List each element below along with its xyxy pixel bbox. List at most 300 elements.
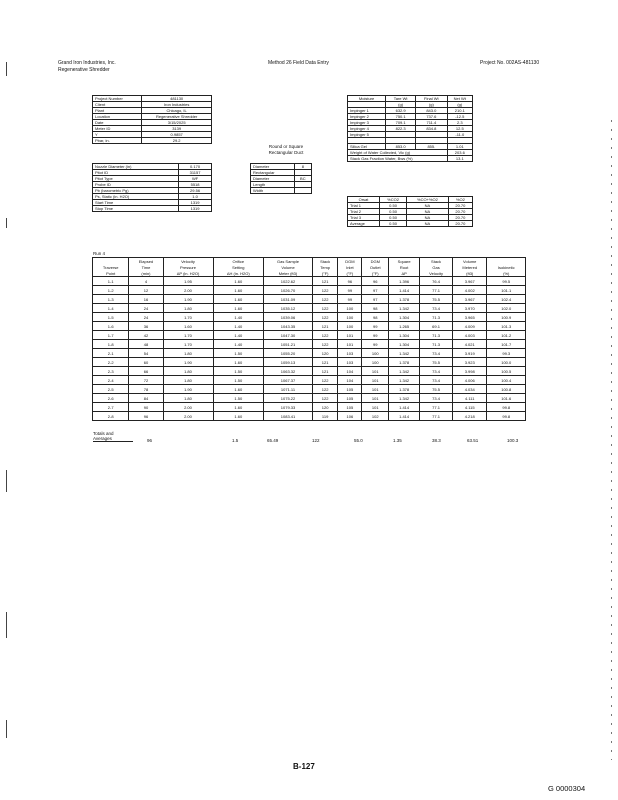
moisture-cell: 853.0 bbox=[386, 144, 416, 150]
run-cell: 1059.13 bbox=[264, 358, 313, 367]
run-cell: 1055.20 bbox=[264, 349, 313, 358]
field-value: Iron Industries bbox=[142, 102, 212, 108]
moisture-cell: Impinger 2 bbox=[348, 114, 386, 120]
run-header-cell: Outlet bbox=[362, 264, 389, 270]
run-cell: 3.967 bbox=[452, 277, 487, 286]
moisture-cell: 843.0 bbox=[416, 108, 447, 114]
run-header-cell: Meter (ft3) bbox=[264, 270, 313, 277]
field-label: Diameter bbox=[251, 176, 295, 182]
run-cell: 24 bbox=[129, 313, 163, 322]
field-label: Pb (barometric Pg) bbox=[93, 188, 179, 194]
orsat-cell: 20.70 bbox=[448, 209, 472, 215]
run-cell: 1.60 bbox=[213, 412, 264, 421]
moisture-header: Net Wt bbox=[447, 96, 472, 102]
field-value: Chicago, IL bbox=[142, 108, 212, 114]
moisture-cell: 2.3 bbox=[447, 120, 472, 126]
run-cell: 121 bbox=[312, 367, 337, 376]
run-cell: 4.111 bbox=[452, 394, 487, 403]
orsat-cell: 20.70 bbox=[448, 203, 472, 209]
table-row bbox=[93, 331, 526, 340]
stack-dimensions-table bbox=[250, 163, 312, 194]
run-cell: 1.80 bbox=[163, 367, 213, 376]
table-row bbox=[93, 358, 526, 367]
run-header-cell: Traverse bbox=[93, 264, 129, 270]
table-row bbox=[93, 367, 526, 376]
run-header-cell: Isokinetic bbox=[487, 264, 526, 270]
orsat-cell: NA bbox=[407, 221, 449, 227]
run-cell: 1-2 bbox=[93, 286, 129, 295]
field-value: 1.0 bbox=[179, 194, 212, 200]
table-row bbox=[93, 295, 526, 304]
run-cell: 1026.70 bbox=[264, 286, 313, 295]
run-cell: 1.40 bbox=[213, 313, 264, 322]
orsat-cell: 20.70 bbox=[448, 221, 472, 227]
moisture-cell: 632.9 bbox=[386, 108, 416, 114]
sample-table bbox=[92, 163, 212, 212]
run-cell: 1.80 bbox=[163, 376, 213, 385]
run-cell: 101.2 bbox=[487, 331, 526, 340]
field-label: Nozzle Diameter (in) bbox=[93, 164, 179, 170]
run-cell: 1.304 bbox=[389, 340, 420, 349]
orsat-header: %O2 bbox=[448, 197, 472, 203]
field-label: Width bbox=[251, 188, 295, 194]
run-cell: 2-2 bbox=[93, 358, 129, 367]
run-cell: 1.396 bbox=[389, 277, 420, 286]
moisture-cell: 1.01 bbox=[447, 144, 472, 150]
table-row bbox=[93, 277, 526, 286]
run-cell: 78 bbox=[129, 385, 163, 394]
run-cell: 69.1 bbox=[420, 322, 453, 331]
run-cell: 1071.11 bbox=[264, 385, 313, 394]
run-cell: 1.90 bbox=[163, 358, 213, 367]
run-cell: 122 bbox=[312, 340, 337, 349]
total-value: 63.51 bbox=[467, 438, 479, 443]
run-header-cell: ΔH (in. H2O) bbox=[213, 270, 264, 277]
field-label: Start Time bbox=[93, 200, 179, 206]
orsat-cell: Average bbox=[348, 221, 380, 227]
run-cell: 99.8 bbox=[487, 412, 526, 421]
run-cell: 1035.12 bbox=[264, 304, 313, 313]
moisture-header: Final Wt bbox=[416, 96, 447, 102]
run-cell: 1079.33 bbox=[264, 403, 313, 412]
run-cell: 2.00 bbox=[163, 412, 213, 421]
run-cell: 1-5 bbox=[93, 313, 129, 322]
run-header-cell: Velocity bbox=[420, 270, 453, 277]
run-header-cell: ΔP (in. H2O) bbox=[163, 270, 213, 277]
run-header-cell: Setting bbox=[213, 264, 264, 270]
orsat-row bbox=[348, 221, 473, 227]
moisture-cell: Impinger 3 bbox=[348, 120, 386, 126]
orsat-table bbox=[347, 196, 473, 227]
run-cell: 99 bbox=[362, 331, 389, 340]
stack-note-line1: Round or Square bbox=[268, 144, 304, 149]
run-cell: 1-3 bbox=[93, 295, 129, 304]
field-label: Plant bbox=[93, 108, 142, 114]
run-cell: 3.967 bbox=[452, 295, 487, 304]
moisture-cell: 855. bbox=[416, 144, 447, 150]
run-cell: 120 bbox=[312, 349, 337, 358]
run-cell: 2-7 bbox=[93, 403, 129, 412]
run-cell: 100 bbox=[338, 304, 362, 313]
moisture-cell: 711.4 bbox=[416, 120, 447, 126]
orsat-header: %CO2 bbox=[380, 197, 407, 203]
run-cell: 77.1 bbox=[420, 403, 453, 412]
run-cell: 1039.06 bbox=[264, 313, 313, 322]
info-row bbox=[93, 138, 212, 144]
run-cell: 73.4 bbox=[420, 394, 453, 403]
scan-edge bbox=[611, 120, 612, 760]
field-label: Client bbox=[93, 102, 142, 108]
field-label: Y bbox=[93, 132, 142, 138]
run-cell: 1.80 bbox=[163, 349, 213, 358]
run-cell: 2-1 bbox=[93, 349, 129, 358]
run-cell: 106 bbox=[338, 412, 362, 421]
run-cell: 100.9 bbox=[487, 313, 526, 322]
scan-mark bbox=[6, 720, 7, 738]
run-cell: 101.6 bbox=[487, 394, 526, 403]
run-header-cell: Pressure bbox=[163, 264, 213, 270]
run-cell: 73.4 bbox=[420, 304, 453, 313]
run-cell: 4.002 bbox=[452, 286, 487, 295]
run-label: Run 4 bbox=[93, 251, 106, 256]
run-header-cell: (°F) bbox=[362, 270, 389, 277]
field-label: Stop Time bbox=[93, 206, 179, 212]
run-cell: 96 bbox=[362, 277, 389, 286]
run-cell: 4.006 bbox=[452, 376, 487, 385]
run-cell: 1.60 bbox=[213, 295, 264, 304]
run-cell: 122 bbox=[312, 313, 337, 322]
run-cell: 104 bbox=[338, 376, 362, 385]
run-cell: 16 bbox=[129, 295, 163, 304]
run-cell: 1063.32 bbox=[264, 367, 313, 376]
moisture-cell: Impinger 5 bbox=[348, 132, 386, 138]
run-cell: 105 bbox=[338, 385, 362, 394]
table-row bbox=[93, 349, 526, 358]
run-cell: 1.60 bbox=[163, 322, 213, 331]
run-cell: 3.970 bbox=[452, 304, 487, 313]
moisture-cell: -11.0 bbox=[447, 132, 472, 138]
run-cell: 2-6 bbox=[93, 394, 129, 403]
total-value: 1.35 bbox=[393, 438, 402, 443]
moisture-cell: Impinger 1 bbox=[348, 108, 386, 114]
run-header-cell: Stack bbox=[420, 258, 453, 265]
run-cell: 100.4 bbox=[487, 376, 526, 385]
run-cell: 1.70 bbox=[163, 331, 213, 340]
orsat-cell: NA bbox=[407, 209, 449, 215]
unit-name: Regenerative Shredder bbox=[58, 67, 110, 73]
run-header-cell: Inlet bbox=[338, 264, 362, 270]
run-cell: 1.40 bbox=[213, 340, 264, 349]
field-label: Rectangular bbox=[251, 170, 295, 176]
run-cell: 48 bbox=[129, 340, 163, 349]
run-cell: 100 bbox=[362, 349, 389, 358]
moisture-cell: Impinger 4 bbox=[348, 126, 386, 132]
moisture-table bbox=[347, 95, 473, 162]
run-cell: 1.414 bbox=[389, 286, 420, 295]
run-cell: 122 bbox=[312, 295, 337, 304]
orsat-cell: 0.50 bbox=[380, 221, 407, 227]
stack-note-line2: Rectangular Duct bbox=[268, 150, 304, 155]
run-cell: 120 bbox=[312, 403, 337, 412]
run-header-cell: (%) bbox=[487, 270, 526, 277]
run-cell: 101 bbox=[362, 394, 389, 403]
run-cell: 100 bbox=[338, 322, 362, 331]
moisture-cell: 822.3 bbox=[386, 126, 416, 132]
moisture-header: (g) bbox=[447, 102, 472, 108]
run-cell: 100.0 bbox=[487, 358, 526, 367]
run-cell: 101.3 bbox=[487, 322, 526, 331]
page-number: B-127 bbox=[293, 762, 315, 771]
run-cell: 1051.21 bbox=[264, 340, 313, 349]
totals-label: Totals and Averages bbox=[93, 431, 133, 442]
run-cell: 1-8 bbox=[93, 340, 129, 349]
run-cell: 101 bbox=[362, 403, 389, 412]
run-cell: 105 bbox=[338, 394, 362, 403]
orsat-cell: Trial 3 bbox=[348, 215, 380, 221]
run-header-cell: Stack bbox=[312, 258, 337, 265]
run-header-cell: Metered bbox=[452, 264, 487, 270]
run-cell: 77.1 bbox=[420, 286, 453, 295]
run-cell: 3.923 bbox=[452, 358, 487, 367]
run-cell: 101 bbox=[362, 376, 389, 385]
run-cell: 1.60 bbox=[213, 286, 264, 295]
run-cell: 42 bbox=[129, 331, 163, 340]
field-value: WF bbox=[179, 176, 212, 182]
run-cell: 1.342 bbox=[389, 376, 420, 385]
field-value: 5518 bbox=[179, 182, 212, 188]
table-row bbox=[93, 376, 526, 385]
run-cell: 122 bbox=[312, 304, 337, 313]
run-cell: 1031.09 bbox=[264, 295, 313, 304]
orsat-header: Orsat bbox=[348, 197, 380, 203]
run-cell: 1.90 bbox=[163, 385, 213, 394]
run-cell: 1.342 bbox=[389, 304, 420, 313]
run-cell: 1.60 bbox=[213, 277, 264, 286]
run-cell: 1.378 bbox=[389, 295, 420, 304]
run-cell: 100 bbox=[338, 313, 362, 322]
run-cell: 75.5 bbox=[420, 385, 453, 394]
run-header-cell: Point bbox=[93, 270, 129, 277]
field-label: Project Number bbox=[93, 96, 142, 102]
run-cell: 101 bbox=[362, 367, 389, 376]
moisture-cell: 210.1 bbox=[447, 108, 472, 114]
moisture-cell: 834.8 bbox=[416, 126, 447, 132]
run-cell: 4 bbox=[129, 277, 163, 286]
dimension-row bbox=[251, 188, 312, 194]
field-label: Ps, Static (in. H2O) bbox=[93, 194, 179, 200]
run-cell: 60 bbox=[129, 358, 163, 367]
run-cell: 1.304 bbox=[389, 331, 420, 340]
run-cell: 103 bbox=[338, 349, 362, 358]
run-cell: 1.40 bbox=[213, 322, 264, 331]
run-cell: 122 bbox=[312, 376, 337, 385]
field-label: Diameter bbox=[251, 164, 295, 170]
table-row bbox=[93, 412, 526, 421]
run-header-cell: Velocity bbox=[163, 258, 213, 265]
run-cell: 71.3 bbox=[420, 340, 453, 349]
run-cell: 121 bbox=[312, 322, 337, 331]
method-title: Method 26 Field Data Entry bbox=[268, 60, 329, 66]
run-cell: 1.80 bbox=[163, 304, 213, 313]
run-cell: 4.003 bbox=[452, 331, 487, 340]
run-cell: 1-6 bbox=[93, 322, 129, 331]
run-cell: 101.1 bbox=[487, 286, 526, 295]
run-cell: 1.414 bbox=[389, 403, 420, 412]
run-cell: 96 bbox=[338, 277, 362, 286]
run-header-cell: Elapsed bbox=[129, 258, 163, 265]
moisture-header: Moisture bbox=[348, 96, 386, 102]
run-cell: 24 bbox=[129, 304, 163, 313]
field-label: Pitot ID bbox=[93, 170, 179, 176]
run-cell: 66 bbox=[129, 367, 163, 376]
table-row bbox=[93, 340, 526, 349]
run-header-cell: Square bbox=[389, 258, 420, 265]
run-cell: 1.90 bbox=[163, 295, 213, 304]
orsat-cell: 0.50 bbox=[380, 203, 407, 209]
run-cell: 1.50 bbox=[213, 394, 264, 403]
field-label: Length bbox=[251, 182, 295, 188]
run-cell: 1.414 bbox=[389, 412, 420, 421]
run-header-cell: (°F) bbox=[338, 270, 362, 277]
total-value: 100.3 bbox=[507, 438, 519, 443]
moisture-cell: 750.1 bbox=[386, 114, 416, 120]
orsat-cell: 20.70 bbox=[448, 215, 472, 221]
table-row bbox=[93, 286, 526, 295]
field-value: 1319 bbox=[179, 200, 212, 206]
run-cell: 2-8 bbox=[93, 412, 129, 421]
run-cell: 103 bbox=[338, 358, 362, 367]
run-header-cell: ΔP bbox=[389, 270, 420, 277]
scan-mark bbox=[6, 470, 7, 492]
scan-mark bbox=[6, 612, 7, 638]
run-cell: 119 bbox=[312, 412, 337, 421]
run-cell: 75.5 bbox=[420, 358, 453, 367]
field-label: Meter ID bbox=[93, 126, 142, 132]
total-value: 1.5 bbox=[232, 438, 239, 443]
run-cell: 122 bbox=[312, 394, 337, 403]
run-cell: 1.342 bbox=[389, 349, 420, 358]
field-label: Pbar, in. bbox=[93, 138, 142, 144]
total-value: 38.3 bbox=[432, 438, 441, 443]
run-cell: 1.80 bbox=[163, 394, 213, 403]
run-header-cell: (°F) bbox=[312, 270, 337, 277]
run-header-cell: (min) bbox=[129, 270, 163, 277]
run-cell: 101.7 bbox=[487, 340, 526, 349]
run-cell: 4.009 bbox=[452, 322, 487, 331]
orsat-cell: NA bbox=[407, 215, 449, 221]
moisture-cell: 709.1 bbox=[386, 120, 416, 126]
run-header-cell: Volume bbox=[264, 264, 313, 270]
run-cell: 99.8 bbox=[487, 403, 526, 412]
orsat-cell: 0.50 bbox=[380, 215, 407, 221]
run-header-cell: Gas Sample bbox=[264, 258, 313, 265]
run-cell: 99 bbox=[338, 295, 362, 304]
total-value: 65.49 bbox=[267, 438, 279, 443]
run-cell: 1-7 bbox=[93, 331, 129, 340]
table-row bbox=[93, 313, 526, 322]
run-cell: 102 bbox=[362, 412, 389, 421]
field-value: 1319 bbox=[179, 206, 212, 212]
orsat-header: %CO+%O2 bbox=[407, 197, 449, 203]
field-value bbox=[294, 188, 311, 194]
moisture-header: Tare Wt bbox=[386, 96, 416, 102]
run-cell: 3.919 bbox=[452, 349, 487, 358]
run-header-cell: Volume bbox=[452, 258, 487, 265]
field-label: Date bbox=[93, 120, 142, 126]
field-value: 0.9857 bbox=[142, 132, 212, 138]
run-header-cell: Temp bbox=[312, 264, 337, 270]
orsat-cell: Trial 1 bbox=[348, 203, 380, 209]
run-cell: 1083.41 bbox=[264, 412, 313, 421]
run-cell: 4.034 bbox=[452, 385, 487, 394]
field-label: Probe ID bbox=[93, 182, 179, 188]
run-cell: 100 bbox=[362, 358, 389, 367]
orsat-cell: Trial 2 bbox=[348, 209, 380, 215]
run-cell: 122 bbox=[312, 385, 337, 394]
run-cell: 99.5 bbox=[487, 277, 526, 286]
table-row bbox=[93, 322, 526, 331]
run-header-cell: Gas bbox=[420, 264, 453, 270]
run-cell: 98 bbox=[362, 313, 389, 322]
run-cell: 1.70 bbox=[163, 313, 213, 322]
run-cell: 1022.62 bbox=[264, 277, 313, 286]
run-cell: 73.4 bbox=[420, 367, 453, 376]
orsat-cell: 0.50 bbox=[380, 209, 407, 215]
moisture-total-label: Weight of Water Collected, Vlc (g) bbox=[348, 150, 448, 156]
run-cell: 1.60 bbox=[213, 385, 264, 394]
table-row bbox=[93, 304, 526, 313]
run-cell: 4.218 bbox=[452, 412, 487, 421]
run-cell: 1-1 bbox=[93, 277, 129, 286]
run-cell: 1.50 bbox=[213, 376, 264, 385]
run-cell: 1.378 bbox=[389, 358, 420, 367]
run-cell: 101 bbox=[362, 385, 389, 394]
run-cell: 2.00 bbox=[163, 286, 213, 295]
run-cell: 2-3 bbox=[93, 367, 129, 376]
project-number: Project No. 002AS-481130 bbox=[480, 60, 540, 66]
run-cell: 3.965 bbox=[452, 313, 487, 322]
run-cell: 96 bbox=[129, 412, 163, 421]
run-cell: 1.50 bbox=[213, 349, 264, 358]
run-cell: 3.998 bbox=[452, 367, 487, 376]
run-cell: 100.8 bbox=[487, 385, 526, 394]
total-value: 55.0 bbox=[354, 438, 363, 443]
run-cell: 2.00 bbox=[163, 403, 213, 412]
run-cell: 1.50 bbox=[213, 367, 264, 376]
run-cell: 54 bbox=[129, 349, 163, 358]
scan-mark bbox=[6, 218, 7, 228]
run-cell: 1075.22 bbox=[264, 394, 313, 403]
run-cell: 36 bbox=[129, 322, 163, 331]
run-cell: 84 bbox=[129, 394, 163, 403]
moisture-header: (g) bbox=[386, 102, 416, 108]
run-cell: 75.5 bbox=[420, 295, 453, 304]
field-value: BC bbox=[294, 176, 311, 182]
run-cell: 101 bbox=[338, 340, 362, 349]
run-cell: 99 bbox=[362, 340, 389, 349]
field-value: 29.56 bbox=[179, 188, 212, 194]
run-cell: 122 bbox=[312, 286, 337, 295]
run-cell: 71.3 bbox=[420, 313, 453, 322]
run-cell: 4.021 bbox=[452, 340, 487, 349]
run-cell: 122 bbox=[312, 331, 337, 340]
run-data-table bbox=[92, 257, 526, 421]
field-value: 481130 bbox=[142, 96, 212, 102]
run-cell: 71.3 bbox=[420, 331, 453, 340]
run-cell: 1.60 bbox=[213, 304, 264, 313]
moisture-total-value: 13.1 bbox=[447, 156, 472, 162]
run-cell: 99.3 bbox=[487, 349, 526, 358]
